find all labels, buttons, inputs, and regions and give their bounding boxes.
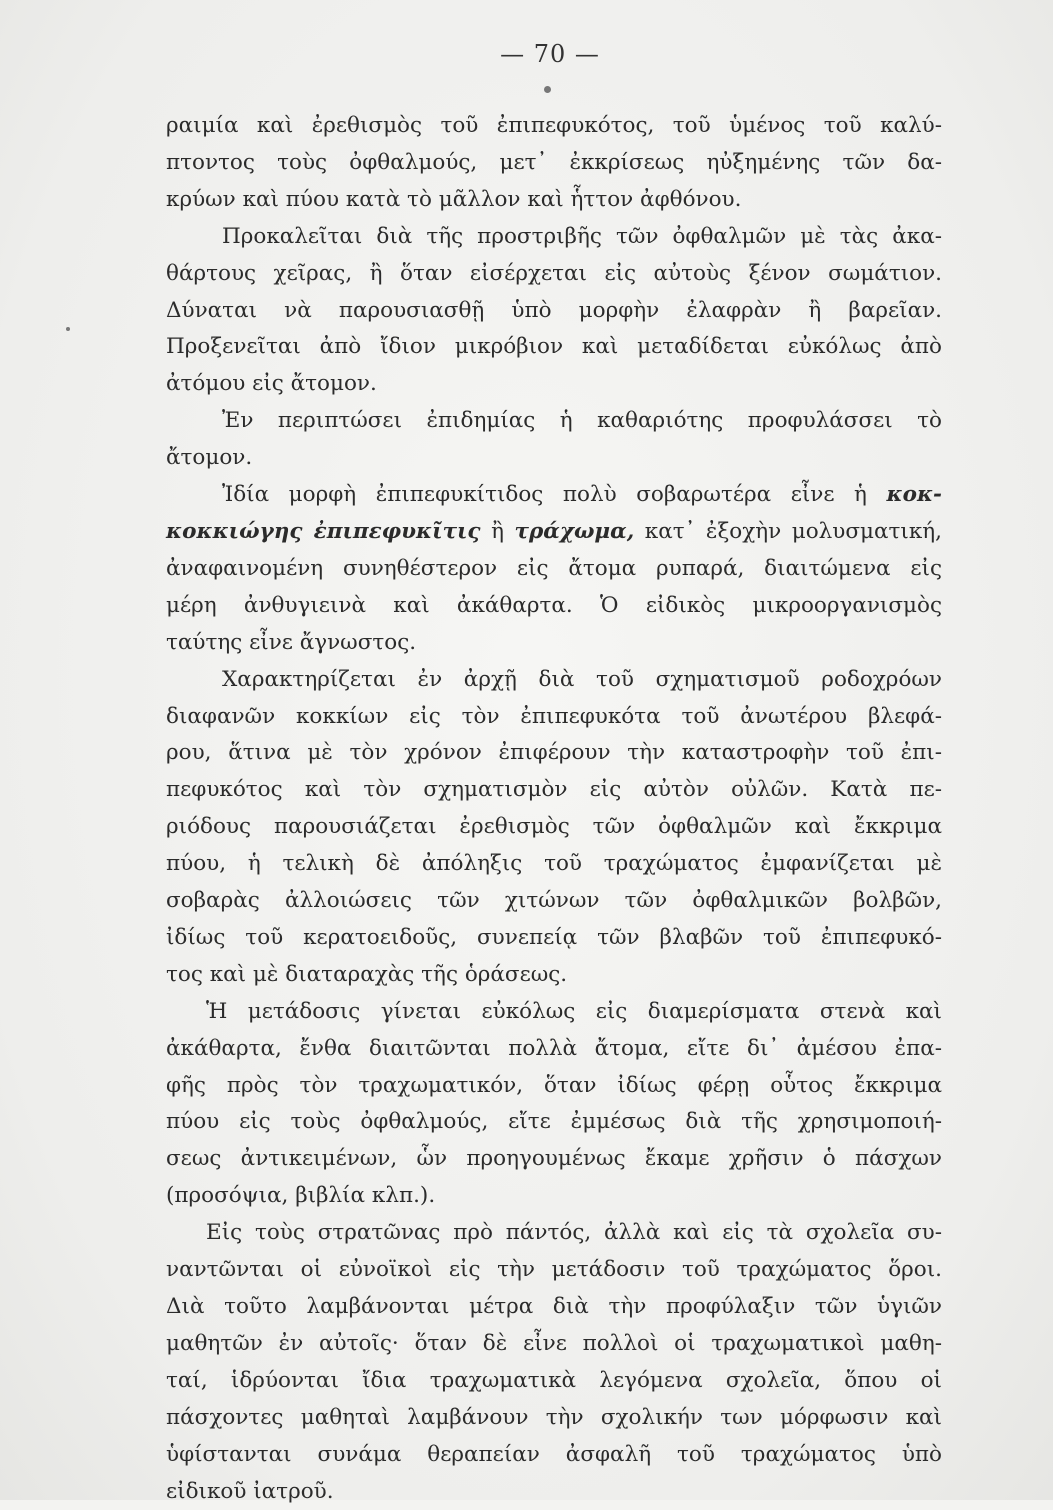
text-line: (προσόψια, βιβλία κλπ.). xyxy=(166,1183,436,1209)
text-line: θάρτους χεῖρας, ἢ ὅταν εἰσέρχεται εἰς αὐτοὺς ξένον σωμάτιον. xyxy=(166,260,942,286)
text-line: ἰδίως τοῦ κερατοειδοῦς, συνεπείᾳ τῶν βλαβῶν τοῦ ἐπιπεφυκό- xyxy=(166,924,942,950)
text-line: ἀτόμου εἰς ἄτομον. xyxy=(166,371,377,397)
term-trachoma: τράχωμα, xyxy=(514,518,635,544)
text-segment: Ἰδία μορφὴ ἐπιπεφυκίτιδος πολὺ σοβαρωτέρα εἶνε ἡ xyxy=(222,482,867,508)
text-line: Εἰς τοὺς στρατῶνας πρὸ πάντός, ἀλλὰ καὶ εἰς τὰ σχολεῖα συ- xyxy=(206,1220,942,1246)
ink-speck xyxy=(544,86,551,93)
text-line: πύου εἰς τοὺς ὀφθαλμούς, εἴτε ἐμμέσως διὰ τῆς χρησιμοποιή- xyxy=(166,1109,942,1135)
text-line: Προξενεῖται ἀπὸ ἴδιον μικρόβιον καὶ μεταδίδεται εὐκόλως ἀπὸ xyxy=(166,334,942,360)
text-segment: κατ᾽ ἐξοχὴν μολυσματική, xyxy=(644,518,942,544)
term-koko: κοκ- xyxy=(886,482,942,508)
text-line: ραιμία καὶ ἐρεθισμὸς τοῦ ἐπιπεφυκότος, τοῦ ὑμένος τοῦ καλύ- xyxy=(166,113,942,138)
page-number: — 70 — xyxy=(500,40,600,68)
text-line: ταί, ἱδρύονται ἴδια τραχωματικὰ λεγόμενα σχολεῖα, ὅπου οἱ xyxy=(166,1367,942,1393)
text-line: εἰδικοῦ ἰατροῦ. xyxy=(166,1478,334,1504)
text-line: Διὰ τοῦτο λαμβάνονται μέτρα διὰ τὴν προφύλαξιν τῶν ὑγιῶν xyxy=(166,1294,942,1319)
text-line: Ἐν περιπτώσει ἐπιδημίας ἡ καθαριότης προφυλάσσει τὸ xyxy=(222,408,942,434)
text-line: Ἡ μετάδοσις γίνεται εὐκόλως εἰς διαμερίσματα στενὰ καὶ xyxy=(206,998,942,1024)
text-line: ρου, ἅτινα μὲ τὸν χρόνον ἐπιφέρουν τὴν καταστροφὴν τοῦ ἐπι- xyxy=(166,740,942,766)
text-line: μαθητῶν ἐν αὐτοῖς· ὅταν δὲ εἶνε πολλοὶ οἱ τραχωματικοὶ μαθη- xyxy=(166,1330,942,1356)
text-line: πεφυκότος καὶ τὸν σχηματισμὸν εἰς αὐτὸν οὐλῶν. Κατὰ πε- xyxy=(166,777,942,803)
text-line: τος καὶ μὲ διαταραχὰς τῆς ὁράσεως. xyxy=(166,961,568,987)
text-line: πύου, ἡ τελικὴ δὲ ἀπόληξις τοῦ τραχώματος ἐμφανίζεται μὲ xyxy=(166,851,942,877)
body-text xyxy=(166,108,942,1510)
text-segment: ἢ xyxy=(491,518,504,544)
text-line: ριόδους παρουσιάζεται ἐρεθισμὸς τῶν ὀφθαλμῶν καὶ ἔκκριμα xyxy=(166,814,942,840)
text-line: ναντῶνται οἱ εὐνοϊκοὶ εἰς τὴν μετάδοσιν τοῦ τραχώματος ὅροι. xyxy=(166,1257,942,1283)
text-line: πάσχοντες μαθηταὶ λαμβάνουν τὴν σχολικήν των μόρφωσιν καὶ xyxy=(166,1404,942,1430)
text-line: Προκαλεῖται διὰ τῆς προστριβῆς τῶν ὀφθαλμῶν μὲ τὰς ἀκα- xyxy=(222,223,942,249)
text-line: ἀναφαινομένη συνηθέστερον εἰς ἄτομα ρυπαρά, διαιτώμενα εἰς xyxy=(166,555,942,581)
text-line xyxy=(166,477,942,514)
text-line: Δύναται νὰ παρουσιασθῇ ὑπὸ μορφὴν ἐλαφρὰν ἢ βαρεῖαν. xyxy=(166,297,942,323)
ink-speck xyxy=(66,327,70,331)
text-line: φῆς πρὸς τὸν τραχωματικόν, ὅταν ἰδίως φέρῃ οὗτος ἔκκριμα xyxy=(166,1072,942,1098)
text-line: ἀκάθαρτα, ἔνθα διαιτῶνται πολλὰ ἄτομα, εἴτε δι᾽ ἀμέσου ἐπα- xyxy=(166,1035,942,1061)
text-line: μέρη ἀνθυγιεινὰ καὶ ἀκάθαρτα. Ὁ εἰδικὸς μικροοργανισμὸς xyxy=(166,592,942,618)
text-line: κρύων καὶ πύου κατὰ τὸ μᾶλλον καὶ ἧττον ἀφθόνου. xyxy=(166,186,742,212)
text-line: διαφανῶν κοκκίων εἰς τὸν ἐπιπεφυκότα τοῦ ἀνωτέρου βλεφά- xyxy=(166,703,942,729)
text-line: ταύτης εἶνε ἄγνωστος. xyxy=(166,629,417,655)
text-line: σεως ἀντικειμένων, ὧν προηγουμένως ἔκαμε χρῆσιν ὁ πάσχων xyxy=(166,1146,942,1172)
term-kokkiogis: κοκκιώγης ἐπιπεφυκῖτις xyxy=(166,518,481,544)
text-line: σοβαρὰς ἀλλοιώσεις τῶν χιτώνων τῶν ὀφθαλμικῶν βολβῶν, xyxy=(166,888,942,914)
text-line xyxy=(166,514,942,551)
text-line: ὑφίστανται συνάμα θεραπείαν ἀσφαλῆ τοῦ τραχώματος ὑπὸ xyxy=(166,1441,942,1467)
text-line: ἄτομον. xyxy=(166,445,253,471)
text-line: Χαρακτηρίζεται ἐν ἀρχῇ διὰ τοῦ σχηματισμοῦ ροδοχρόων xyxy=(222,666,942,692)
text-line: πτοντος τοὺς ὀφθαλμούς, μετ᾽ ἐκκρίσεως ηὐξημένης τῶν δα- xyxy=(166,149,942,175)
